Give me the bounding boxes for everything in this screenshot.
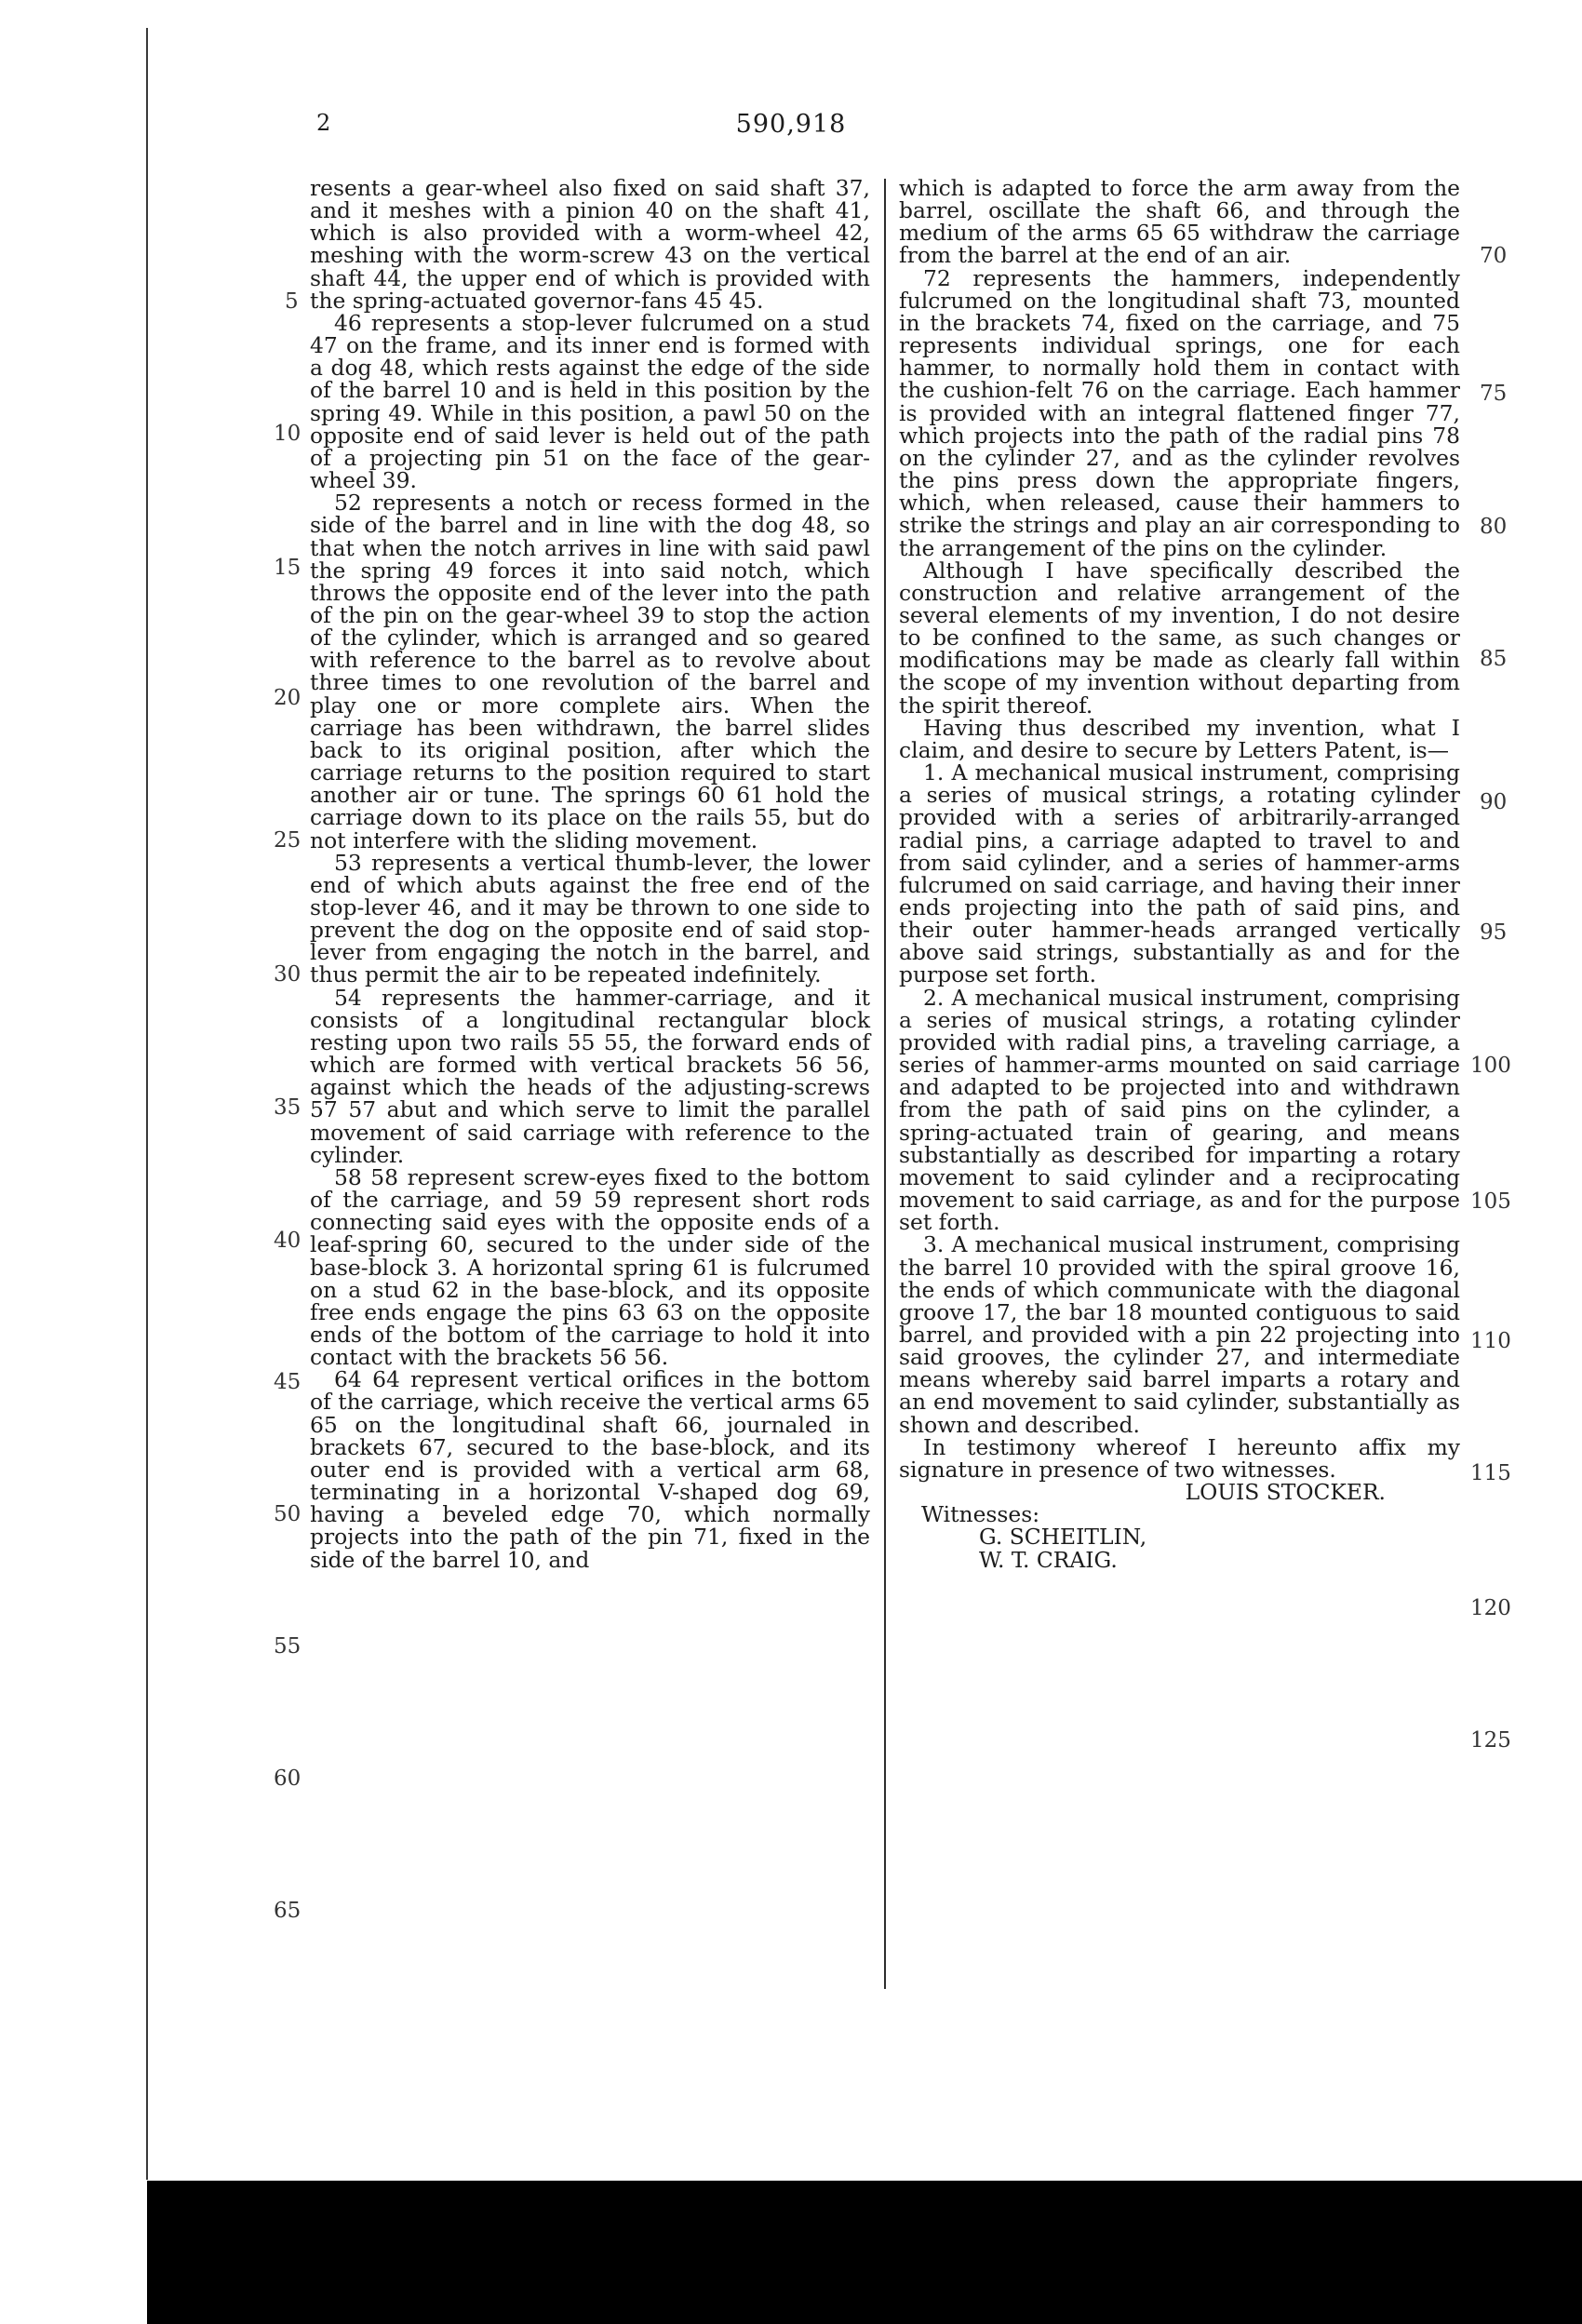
- line-number: 105: [1470, 1189, 1511, 1214]
- line-number: 35: [274, 1095, 302, 1120]
- claim-1: 1. A mechanical musical instrument, comprising a series of musical strings, a rotating cylinder provided with a series of arbitrarily-arranged radial pins, a carriage adapted to travel to and from said cylinder, and a series of hammer-arms fulcrumed on said carriage, and having their inner ends projecting into the path of said pins, and their outer hammer-heads arranged vertically above said strings, substantially as and for the purpose set forth.: [899, 759, 1460, 988]
- paragraph: resents a gear-wheel also fixed on said shaft 37, and it meshes with a pinion 40 on the shaft 41, which is also provided with a worm-wheel 42, meshing with the worm-screw 43 on the vertical shaft 44, the upper end of which is provided with the spring-actuated governor-fans 45 45.: [310, 175, 870, 314]
- witness-name: G. SCHEITLIN,: [979, 1524, 1147, 1551]
- witness-name: W. T. CRAIG.: [979, 1546, 1118, 1573]
- line-number: 20: [274, 686, 302, 710]
- line-number: 5: [285, 289, 299, 314]
- testimony-paragraph: In testimony whereof I hereunto affix my signature in presence of two witnesses.: [899, 1433, 1460, 1483]
- line-number: 60: [274, 1767, 302, 1791]
- paragraph: 54 represents the hammer-carriage, and it consists of a longitudinal rectangular block resting upon two rails 55 55, the forward ends of which are formed with vertical brackets 56 56, against which the heads of the adjusting-screws 57 57 abut and which serve to limit the parallel movement of said carriage with reference to the cylinder.: [310, 984, 870, 1168]
- line-number: 125: [1470, 1728, 1511, 1753]
- line-number: 100: [1470, 1054, 1511, 1078]
- line-number: 10: [274, 422, 302, 446]
- line-number: 95: [1480, 920, 1508, 945]
- line-number: 110: [1470, 1329, 1511, 1353]
- paragraph: which is adapted to force the arm away from the barrel, oscillate the shaft 66, and through the medium of the arms 65 65 withdraw the carriage from the barrel at the end of an air.: [899, 175, 1460, 269]
- paragraph: 72 represents the hammers, independently fulcrumed on the longitudinal shaft 73, mounted in the brackets 74, fixed on the carriage, and 75 represents individual springs, one for each hammer, to normally hold them in contact with the cushion-felt 76 on the carriage. Each hammer is provided with an integral flattened finger 77, which projects into the path of the radial pins 78 on the cylinder 27, and as the cylinder revolves the pins press down the appropriate fingers, which, when released, cause their hammers to strike the strings and play an air corresponding to the arrangement of the pins on the cylinder.: [899, 264, 1460, 561]
- paragraph: 46 represents a stop-lever fulcrumed on a stud 47 on the frame, and its inner end is formed with a dog 48, which rests against the edge of the side of the barrel 10 and is held in this position by the spring 49. While in this position, a pawl 50 on the opposite end of said lever is held out of the path of a projecting pin 51 on the face of the gear-wheel 39.: [310, 309, 870, 494]
- paragraph: 64 64 represent vertical orifices in the bottom of the carriage, which receive the vertical arms 65 65 on the longitudinal shaft 66, journaled in brackets 67, secured to the base-block, and its outer end is provided with a vertical arm 68, terminating in a horizontal V-shaped dog 69, having a beveled edge 70, which normally projects into the path of the pin 71, fixed in the side of the barrel 10, and: [310, 1366, 870, 1573]
- line-number: 75: [1480, 382, 1508, 406]
- claim-2: 2. A mechanical musical instrument, comprising a series of musical strings, a rotating cylinder provided with radial pins, a traveling carriage, a series of hammer-arms mounted on said carriage and adapted to be projected into and withdrawn from the path of said pins on the cylinder, a spring-actuated train of gearing, and means substantially as described for imparting a rotary movement to said cylinder and a reciprocating movement to said carriage, as and for the purpose set forth.: [899, 984, 1460, 1236]
- paragraph: 52 represents a notch or recess formed in the side of the barrel and in line with the dog 48, so that when the notch arrives in line with said pawl the spring 49 forces it into said notch, which throws the opposite end of the lever into the path of the pin on the gear-wheel 39 to stop the action of the cylinder, which is arranged and so geared with reference to the barrel as to revolve about three times to one revolution of the barrel and play one or more complete airs. When the carriage has been withdrawn, the barrel slides back to its original position, after which the carriage returns to the position required to start another air or tune. The springs 60 61 hold the carriage down to its place on the rails 55, but do not interfere with the sliding movement.: [310, 490, 870, 853]
- line-number: 120: [1470, 1596, 1511, 1620]
- line-number: 45: [274, 1370, 302, 1394]
- line-number: 15: [274, 556, 302, 580]
- inventor-signature: LOUIS STOCKER.: [1185, 1479, 1386, 1506]
- paragraph: 58 58 represent screw-eyes fixed to the bottom of the carriage, and 59 59 represent short rods connecting said eyes with the opposite ends of a leaf-spring 60, secured to the under side of the base-block 3. A horizontal spring 61 is fulcrumed on a stud 62 in the base-block, and its opposite free ends engage the pins 63 63 on the opposite ends of the bottom of the carriage to hold it into contact with the brackets 56 56.: [310, 1163, 870, 1371]
- line-number: 30: [274, 962, 302, 987]
- page-number: 2: [316, 110, 331, 136]
- paragraph: Having thus described my invention, what I claim, and desire to secure by Letters Patent, is—: [899, 714, 1460, 763]
- line-number: 115: [1470, 1461, 1511, 1485]
- paragraph: 53 represents a vertical thumb-lever, the lower end of which abuts against the free end of the stop-lever 46, and it may be thrown to one side to prevent the dog on the opposite end of said stop-lever from engaging the notch in the barrel, and thus permit the air to be repeated indefinitely.: [310, 849, 870, 988]
- scan-bottom-border: [147, 2181, 1582, 2324]
- line-number: 55: [274, 1634, 302, 1659]
- line-number: 50: [274, 1502, 302, 1526]
- patent-number: 590,918: [735, 110, 847, 139]
- witnesses-label: Witnesses:: [921, 1501, 1040, 1528]
- line-number: 90: [1480, 790, 1508, 814]
- line-number: 80: [1480, 515, 1508, 539]
- line-number: 25: [274, 828, 302, 853]
- claim-3: 3. A mechanical musical instrument, comprising the barrel 10 provided with the spiral groove 16, the ends of which communicate with the diagonal groove 17, the bar 18 mounted contiguous to said barrel, and provided with a pin 22 projecting into said grooves, the cylinder 27, and intermediate means whereby said barrel imparts a rotary and an end movement to said cylinder, substantially as shown and described.: [899, 1231, 1460, 1438]
- line-number: 40: [274, 1229, 302, 1253]
- paragraph: Although I have specifically described the construction and relative arrangement of the several elements of my invention, I do not desire to be confined to the same, as such changes or modifications may be made as clearly fall within the scope of my invention without departing from the spirit thereof.: [899, 557, 1460, 719]
- line-number: 85: [1480, 647, 1508, 671]
- line-number: 70: [1480, 244, 1508, 268]
- line-number: 65: [274, 1899, 302, 1923]
